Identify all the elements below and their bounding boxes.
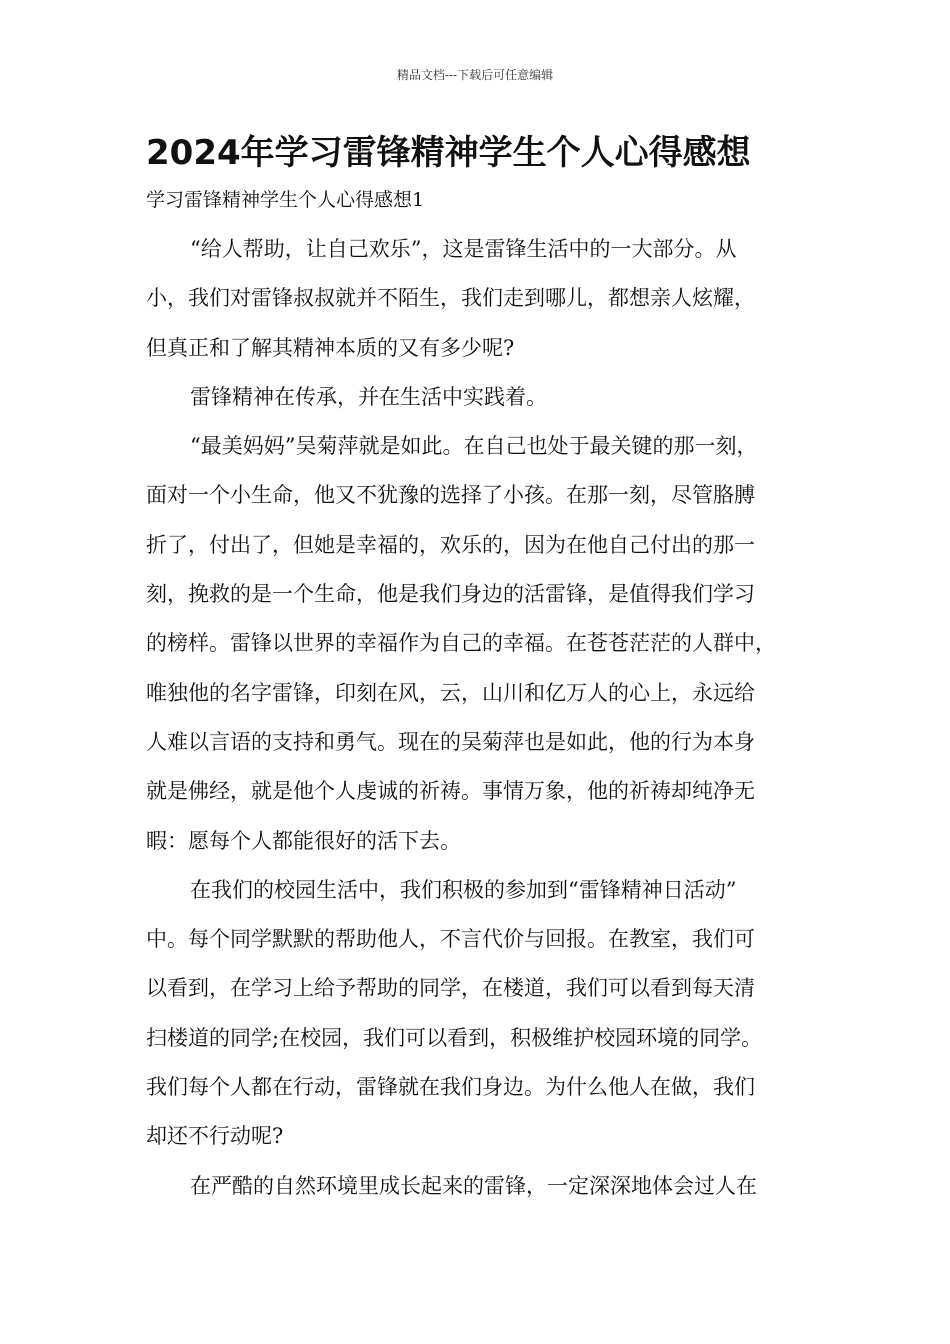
text-line: 雷锋精神在传承，并在生活中实践着。 [190, 384, 547, 409]
text-line: 中。每个同学默默的帮助他人，不言代价与回报。在教室，我们可 [146, 927, 755, 952]
text-line: 在严酷的自然环境里成长起来的雷锋，一定深深地体会过人在 [190, 1173, 757, 1198]
text-line: 却还不行动呢? [146, 1124, 284, 1149]
text-line: 就是佛经，就是他个人虔诚的祈祷。事情万象，他的祈祷却纯净无 [146, 779, 755, 804]
text-line: 但真正和了解其精神本质的又有多少呢? [146, 335, 515, 360]
header-note: 精品文档---下载后可任意编辑 [396, 68, 554, 82]
text-line: 扫楼道的同学;在校园，我们可以看到，积极维护校园环境的同学。 [146, 1025, 763, 1050]
text-line: 在我们的校园生活中，我们积极的参加到“雷锋精神日活动” [190, 877, 737, 902]
text-line: 人难以言语的支持和勇气。现在的吴菊萍也是如此，他的行为本身 [146, 729, 755, 754]
text-line: “给人帮助，让自己欢乐”，这是雷锋生活中的一大部分。从 [190, 237, 737, 261]
text-line: 的榜样。雷锋以世界的幸福作为自己的幸福。在苍苍茫茫的人群中， [146, 631, 776, 656]
text-line: 小，我们对雷锋叔叔就并不陌生，我们走到哪儿，都想亲人炫耀， [146, 286, 755, 311]
body-text [146, 225, 826, 1211]
text-line: “最美妈妈”吴菊萍就是如此。在自己也处于最关键的那一刻， [190, 434, 758, 459]
text-line: 刻，挽救的是一个生命，他是我们身边的活雷锋，是值得我们学习 [146, 582, 755, 607]
text-line: 以看到，在学习上给予帮助的同学，在楼道，我们可以看到每天清 [146, 976, 755, 1001]
section-subtitle: 学习雷锋精神学生个人心得感想1 [146, 189, 425, 211]
document-title: 2024年学习雷锋精神学生个人心得感想 [146, 133, 751, 173]
text-line: 折了，付出了，但她是幸福的，欢乐的，因为在他自己付出的那一 [146, 532, 755, 557]
text-line: 我们每个人都在行动，雷锋就在我们身边。为什么他人在做，我们 [146, 1075, 755, 1100]
text-line: 暇：愿每个人都能很好的活下去。 [146, 828, 461, 853]
text-line: 唯独他的名字雷锋，印刻在风，云，山川和亿万人的心上，永远给 [146, 680, 755, 705]
text-line: 面对一个小生命，他又不犹豫的选择了小孩。在那一刻，尽管胳膊 [146, 483, 755, 508]
